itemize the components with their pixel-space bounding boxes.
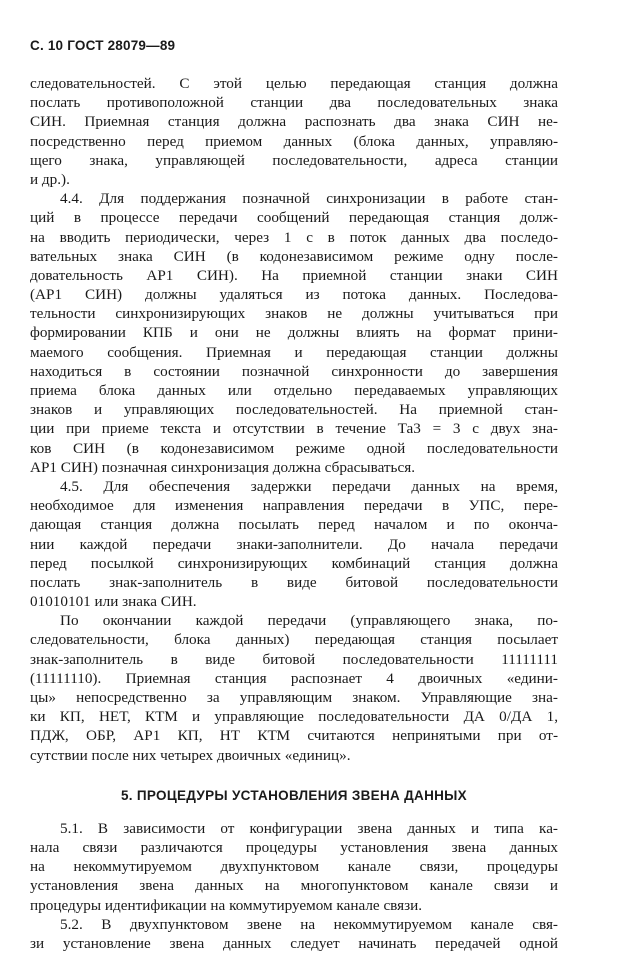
text-line: 4.5. Для обеспечения задержки передачи данных на время, xyxy=(60,477,558,495)
text-line: ков СИН (в кодонезависимом режиме одной последовательности xyxy=(30,439,558,457)
text-line: 4.4. Для поддержания позначной синхронизации в работе стан- xyxy=(60,190,558,208)
text-line: приема блока данных или отдельно передаваемых управляющих xyxy=(30,382,558,399)
paragraph-4-4 xyxy=(30,189,558,477)
document-body xyxy=(30,74,558,953)
text-line: следовательностей. С этой целью передающая станция должна xyxy=(30,75,558,92)
text-line: 5.2. В двухпунктовом звене на некоммутируемом канале свя- xyxy=(60,915,558,933)
text-line: знак-заполнитель в виде битовой последовательности 11111111 xyxy=(30,650,558,668)
section-heading: 5. ПРОЦЕДУРЫ УСТАНОВЛЕНИЯ ЗВЕНА ДАННЫХ xyxy=(120,787,467,803)
text-line: следовательности, блока данных) передающая станция посылает xyxy=(30,631,558,649)
text-line: щего знака, управляющей последовательности, адреса станции xyxy=(30,151,558,169)
text-line: процедуры идентификации на коммутируемом канале связи. xyxy=(30,896,423,914)
text-line: цы» непосредственно за управляющим знаком. Управляющие зна- xyxy=(30,689,558,706)
text-line: знаков и управляющих последовательностей. На приемной стан- xyxy=(30,401,558,419)
text-line: маемого сообщения. Приемная и передающая станции должны xyxy=(30,343,558,361)
text-line: ций в процессе передачи сообщений передающая станция долж- xyxy=(30,209,558,227)
text-line: посредственно перед приемом данных (блока данных, управляю- xyxy=(30,132,558,150)
text-line: (11111110). Приемная станция распознает 4 двоичных «едини- xyxy=(30,669,558,687)
spacer xyxy=(30,765,558,785)
text-line: ции при приеме текста и отсутствии в течение Та3 = 3 с двух зна- xyxy=(30,420,558,438)
text-line: находиться в состоянии позначной синхронности до завершения xyxy=(30,362,558,380)
paragraph-fill-characters xyxy=(30,611,558,765)
text-line: и др.). xyxy=(30,170,70,188)
text-line: 01010101 или знака СИН. xyxy=(30,593,197,611)
text-line: установления звена данных на многопунктовом канале связи и xyxy=(30,877,558,895)
paragraph-continuation xyxy=(30,74,558,189)
text-line: 5.1. В зависимости от конфигурации звена данных и типа ка- xyxy=(60,819,558,837)
text-line: АР1 СИН) позначная синхронизация должна сбрасываться. xyxy=(30,458,416,476)
text-line: ПДЖ, ОБР, АР1 КП, НТ КТМ считаются непринятыми при от- xyxy=(30,727,558,745)
text-line: (АР1 СИН) должны удаляться из потока данных. Последова- xyxy=(30,286,558,304)
text-line: довательность АР1 СИН). На приемной станции знаки СИН xyxy=(30,266,558,284)
text-line: послать знак-заполнитель в виде битовой последовательности xyxy=(30,573,558,591)
text-line: тельности синхронизирующих знаков не должны учитываться при xyxy=(30,305,558,323)
text-line: нала связи различаются процедуры установления звена данных xyxy=(30,838,558,856)
text-line: на некоммутируемом двухпунктовом канале связи, процедуры xyxy=(30,858,558,876)
text-line: формировании КПБ и они не должны влиять на формат прини- xyxy=(30,324,558,342)
text-line: на вводить периодически, через 1 с в поток данных два последо- xyxy=(30,228,558,246)
text-line: послать противоположной станции два последовательных знака xyxy=(30,94,558,112)
text-line: вательных знака СИН (в кодонезависимом режиме одну после- xyxy=(30,247,558,265)
page-header: С. 10 ГОСТ 28079—89 xyxy=(30,38,176,53)
text-line: ки КП, НЕТ, КТМ и управляющие последовательности ДА 0/ДА 1, xyxy=(30,708,558,726)
text-line: СИН. Приемная станция должна распознать два знака СИН не- xyxy=(30,113,558,131)
spacer xyxy=(30,807,558,819)
text-line: сутствии после них четырех двоичных «единиц». xyxy=(30,746,351,764)
paragraph-5-2 xyxy=(30,915,558,953)
text-line: По окончании каждой передачи (управляющего знака, по- xyxy=(60,612,558,630)
text-line: перед посылкой синхронизирующих комбинаций станция должна xyxy=(30,554,558,572)
paragraph-5-1 xyxy=(30,819,558,915)
text-line: нии каждой передачи знаки-заполнители. До начала передачи xyxy=(30,535,558,553)
text-line: зи установление звена данных следует начинать передачей одной xyxy=(30,934,558,952)
text-line: дающая станция должна посылать перед началом и по оконча- xyxy=(30,516,558,534)
paragraph-4-5 xyxy=(30,477,558,611)
text-line: необходимое для изменения направления передачи в УПС, пере- xyxy=(30,497,558,515)
